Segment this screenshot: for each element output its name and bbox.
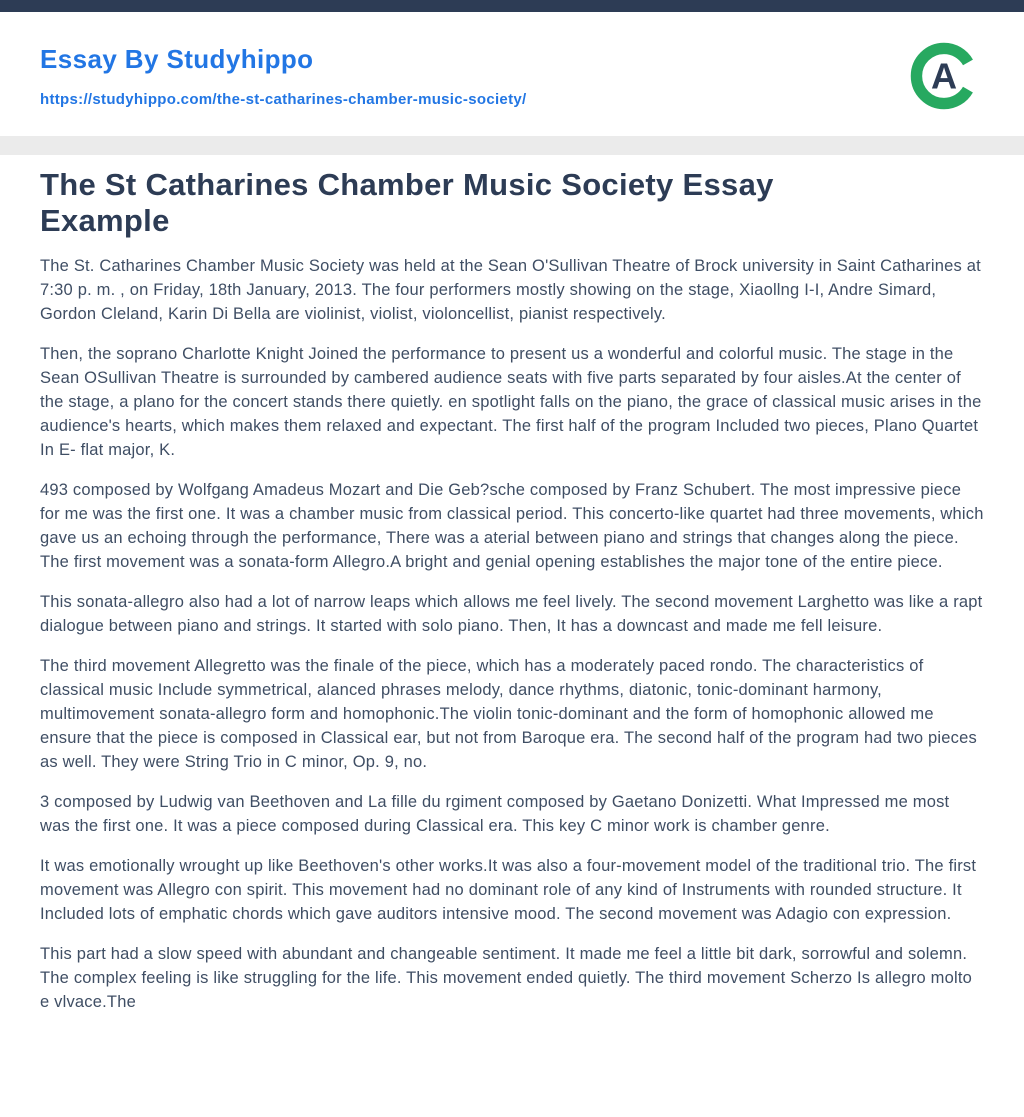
essay-paragraph: Then, the soprano Charlotte Knight Joined the performance to present us a wonderful and colorful music. The stage in the Sean OSullivan Theatre is surrounded by cambered audience seats with five parts separated by four aisles.At the center of the stage, a plano for the concert stands there quietly. en spotlight falls on the piano, the grace of classical music arises in the audience's hearts, which makes them relaxed and expectant. The first half of the program Included two pieces, Plano Quartet In E- flat major, K. — [40, 345, 982, 460]
brand-title: Essay By Studyhippo — [40, 44, 314, 74]
header-divider-band — [0, 136, 1024, 155]
logo-letter: A — [930, 55, 958, 97]
page-header — [0, 12, 1024, 136]
essay-paragraph: The St. Catharines Chamber Music Society was held at the Sean O'Sullivan Theatre of Brock university in Saint Catharines at 7:30 p. m. , on Friday, 18th January, 2013. The four performers mostly showing on the stage, Xiaollng I-I, Andre Simard, Gordon Cleland, Karin Di Bella are violinist, violist, violoncellist, pianist respectively. — [40, 257, 981, 324]
essay-body — [40, 254, 984, 1014]
article — [0, 155, 1024, 1070]
top-accent-bar — [0, 0, 1024, 12]
essay-paragraph: It was emotionally wrought up like Beethoven's other works.It was also a four-movement model of the traditional trio. The first movement was Allegro con spirit. This movement had no dominant role of any kind of Instruments with rounded structure. It Included lots of emphatic chords which gave auditors intensive mood. The second movement was Adagio con expression. — [40, 857, 977, 924]
essay-paragraph: The third movement Allegretto was the finale of the piece, which has a moderately paced rondo. The characteristics of classical music Include symmetrical, alanced phrases melody, dance rhythms, diatonic, tonic-dominant harmony, multimovement sonata-allegro form and homophonic.The violin tonic-dominant and the form of homophonic allowed me ensure that the piece is composed in Classical ear, but not from Baroque era. The second half of the program had two pieces as well. They were String Trio in C minor, Op. 9, no. — [40, 657, 977, 772]
essay-paragraph: This sonata-allegro also had a lot of narrow leaps which allows me feel lively. The second movement Larghetto was like a rapt dialogue between piano and strings. It started with solo piano. Then, It has a downcast and made me fell leisure. — [40, 593, 983, 636]
essay-paragraph: 3 composed by Ludwig van Beethoven and La fille du rgiment composed by Gaetano Donizetti. What Impressed me most was the first one. It was a piece composed during Classical era. This key C minor work is chamber genre. — [40, 793, 950, 836]
essay-title: The St Catharines Chamber Music Society Essay Example — [40, 167, 774, 238]
studyhippo-logo-icon — [906, 38, 982, 114]
essay-paragraph: This part had a slow speed with abundant and changeable sentiment. It made me feel a little bit dark, sorrowful and solemn. The complex feeling is like struggling for the life. This movement ended quietly. The third movement Scherzo Is allegro molto e vlvace.The — [40, 945, 973, 1012]
source-url-link[interactable]: https://studyhippo.com/the-st-catharines-chamber-music-society/ — [40, 91, 527, 108]
essay-paragraph: 493 composed by Wolfgang Amadeus Mozart and Die Geb?sche composed by Franz Schubert. The most impressive piece for me was the first one. It was a chamber music from classical period. This concerto-like quartet had three movements, which gave us an echoing through the performance, There was a aterial between piano and strings that changes along the piece. The first movement was a sonata-form Allegro.A bright and genial opening establishes the major tone of the entire piece. — [40, 481, 984, 572]
header-text-block — [40, 44, 526, 108]
